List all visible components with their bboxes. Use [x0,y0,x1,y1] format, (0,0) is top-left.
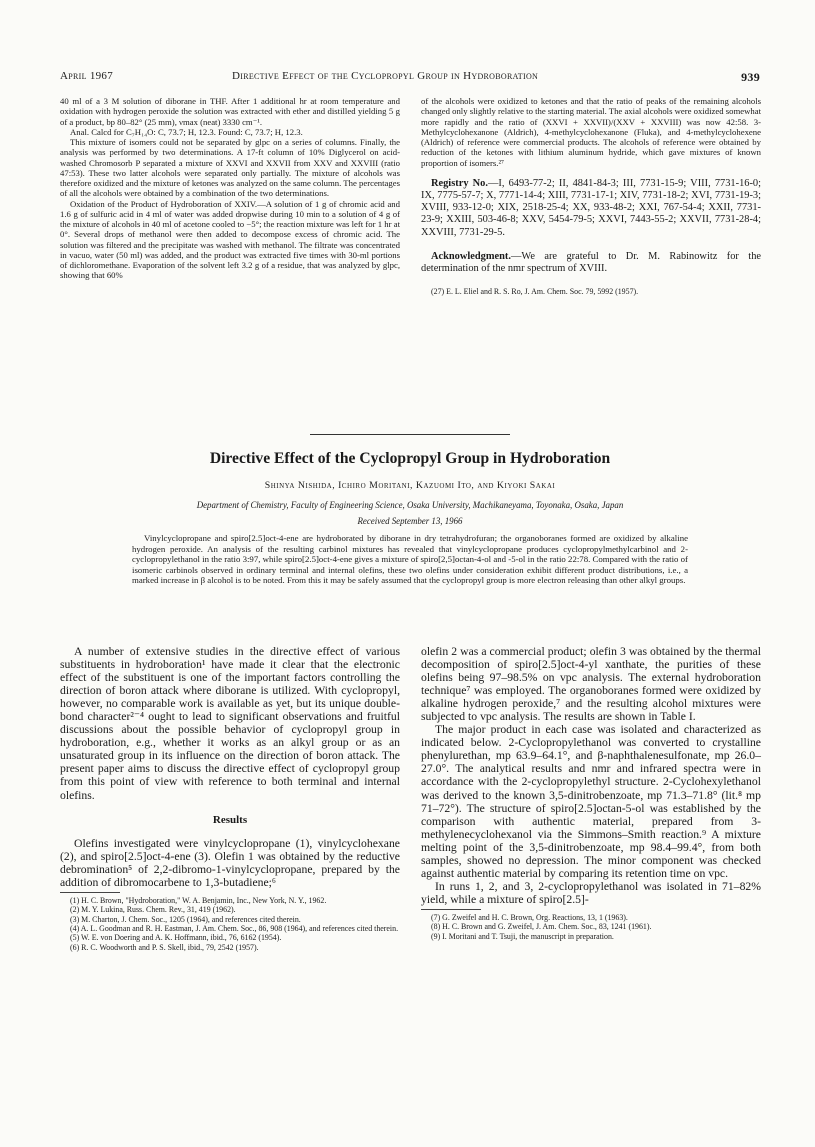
registry-text: —I, 6493-77-2; II, 4841-84-3; III, 7731-15-9; VIII, 7731-16-0; IX, 7775-57-7; X, 7771-14-4; XIII, 7731-17-1; XIV, 7731-18-2; XVI, 7731-19-3; XVIII, 933-12-0; XIX, 2518-25-4; XX, 933-48-2; XXI, 767-54-4; XXII, 7731-23-9; XXIII, 503-46-8; XXV, 5454-79-5; XXVI, 7443-55-2; XXVII, 7731-28-4; XXVIII, 7731-29-5. [421,177,761,238]
article-received-date: Received September 13, 1966 [357,516,463,526]
article-authors: Shinya Nishida, Ichiro Moritani, Kazuomi Ito, and Kiyoki Sakai [264,480,556,491]
running-header [60,70,760,86]
body-paragraph: olefin 2 was a commercial product; olefin 3 was obtained by the thermal decomposition of spiro[2.5]oct-4-yl xanthate, the purities of these olefins being 97–98.5% on vpc analysis. The external hydroboration technique⁷ was employed. The organoboranes formed were oxidized by alkaline hydrogen peroxide,⁷ and the resulting alcohol mixtures were subjected to vpc analysis. The results are shown in Table I. [421,645,761,724]
footnotes [421,913,761,941]
top-left-column [60,96,400,281]
introduction-paragraph: A number of extensive studies in the directive effect of various substituents in hydroboration¹ have made it clear that the electronic effect of the substituent is one of the important factors controlling the direction of boron attack where diborane is utilized. With cyclopropyl, however, no comparable work is available as yet, but its unique double-bond character²⁻⁴ ought to lead to significant observations and fruitful discussions about the possible behavior of cyclopropyl group in hydroboration, e.g., whether it works as an alkyl group or as an unsaturated group in its influence on the direction of boron attack. The present paper aims to discuss the directive effect of cyclopropyl group from this point of view with reference to both terminal and internal olefins. [60,645,400,802]
analysis-paragraph: Anal. Calcd for C₇H₁₄O: C, 73.7; H, 12.3. Found: C, 73.7; H, 12.3. [70,126,303,137]
experimental-paragraph: This mixture of isomers could not be separated by glpc on a series of columns. Finally, the analysis was performed by two determinations. A 17-ft column of 10% Diglycerol on acid-washed Chromosorb P separated a mixture of XXVI and XXVII from XXV and XXVIII (ratio 47:53). These two latter alcohols were separated only partially. The mixture of alcohols was therefore oxidized and the mixture of ketones was analyzed on the same column. The percentages of all the alcohols were obtained by a combination of the two determinations. [60,137,400,199]
body-right-column [421,645,761,941]
header-date: April 1967 [60,70,114,82]
footnotes [60,896,400,952]
acknowledgment-label: Acknowledgment. [431,250,511,262]
footnote: (9) I. Moritani and T. Tsuji, the manuscript in preparation. [431,931,614,941]
acknowledgment-text: —We are grateful to Dr. M. Rabinowitz for the determination of the nmr spectrum of XVIII. [421,250,761,274]
page-number: 939 [741,70,760,84]
footnote: (4) A. L. Goodman and R. H. Eastman, J. Am. Chem. Soc., 86, 908 (1964), and references cited therein. [70,924,399,934]
body-left-column [60,645,400,952]
registry-label: Registry No. [431,177,488,189]
footnote-divider [60,892,120,893]
footnote: (2) M. Y. Lukina, Russ. Chem. Rev., 31, 419 (1962). [70,905,236,915]
oxidation-paragraph: Oxidation of the Product of Hydroboration of XXIV.—A solution of 1 g of chromic acid and 1.6 g of sulfuric acid in 4 ml of water was added dropwise during 10 min to a solution of 4 g of the mixture of alcohols in 40 ml of acetone cooled to −5°; the reaction mixture was left for 1 hr at 0°. Several drops of methanol were then added to decompose excess of chromic acid. The solution was filtered and the precipitate was washed with methanol. The filtrate was concentrated in vacuo, water (50 ml) was added, and the product was extracted five times with 30-ml portions of dichloromethane. Evaporation of the solvent left 3.2 g of a residue, that was analyzed by glpc, showing that 60% [60,198,400,281]
footnote: (8) H. C. Brown and G. Zweifel, J. Am. Chem. Soc., 83, 1241 (1961). [431,922,652,932]
body-paragraph: The major product in each case was isolated and characterized as indicated below. 2-Cyclopropylethanol was converted to crystalline phenylurethan, mp 63.9–64.1°, and β-naphthalenesulfonate, mp 26.0–27.0°. The analytical results and nmr and infrared spectra were in accordance with the 2-cyclopropylethyl structure. 2-Cyclohexylethanol was derived to the known 3,5-dinitrobenzoate, mp 71.3–71.8° (lit.⁸ mp 71–72°). The structure of spiro[2.5]octan-5-ol was established by the comparison with authentic material, prepared from 3-methylenecyclohexanol via the Simmons–Smith reaction.⁹ A mixture melting point of the 3,5-dinitrobenzoate, mp 98.4–99.4°, from both samples, showed no depression. The minor component was checked against authentic material by comparing its retention time on vpc. [421,723,761,880]
header-running-title: Directive Effect of the Cyclopropyl Group in Hydroboration [232,70,539,82]
registry-numbers [421,178,761,239]
footnote: (7) G. Zweifel and H. C. Brown, Org. Reactions, 13, 1 (1963). [431,912,628,922]
body-paragraph: In runs 1, 2, and 3, 2-cyclopropylethanol was isolated in 71–82% yield, while a mixture of spiro[2.5]- [421,879,761,906]
footnote-divider [421,909,481,910]
footnote: (1) H. C. Brown, "Hydroboration," W. A. Benjamin, Inc., New York, N. Y., 1962. [70,895,327,905]
article-title: Directive Effect of the Cyclopropyl Group in Hydroboration [209,450,611,467]
experimental-paragraph: 40 ml of a 3 M solution of diborane in THF. After 1 additional hr at room temperature and oxidation with hydrogen peroxide the solution was extracted with ether and distilled yielding 5 g of a product, bp 80–82° (25 mm), νmax (neat) 3330 cm⁻¹. [60,96,400,127]
section-divider [310,434,510,435]
footnote-27: (27) E. L. Eliel and R. S. Ro, J. Am. Chem. Soc. 79, 5992 (1957). [431,287,639,297]
results-paragraph: Olefins investigated were vinylcyclopropane (1), vinylcyclohexane (2), and spiro[2.5]oct-4-ene (3). Olefin 1 was obtained by the reductive debromination⁵ of 2,2-dibromo-1-vinylcyclopropane, prepared by the addition of dibromocarbene to 1,3-butadiene;⁶ [60,836,400,889]
acknowledgment [421,251,761,275]
footnote: (6) R. C. Woodworth and P. S. Skell, ibid., 79, 2542 (1957). [70,942,259,952]
footnote: (5) W. E. von Doering and A. K. Hoffmann, ibid., 76, 6162 (1954). [70,933,282,943]
article-affiliation: Department of Chemistry, Faculty of Engineering Science, Osaka University, Machikaneyama, Toyonaka, Osaka, Japan [196,500,624,510]
top-right-column [421,96,761,297]
experimental-paragraph: of the alcohols were oxidized to ketones and that the ratio of peaks of the remaining alcohols changed only slightly relative to the starting material. The axial alcohols were oxidized somewhat more rapidly and the ratio of (XXVI + XXVII)/(XXV + XXVIII) was now 42:58. 3-Methylcyclohexanone (Aldrich), 4-methylcyclohexanone (Fluka), and 4-methylcyclohexene (Aldrich) of reference were commercial products. The alcohols of reference were obtained by reduction of the ketones with lithium aluminum hydride, which gave mixtures of known proportion of isomers.²⁷ [421,96,761,168]
footnote: (3) M. Charton, J. Chem. Soc., 1205 (1964), and references cited therein. [70,914,301,924]
results-heading: Results [212,813,248,826]
article-abstract: Vinylcyclopropane and spiro[2.5]oct-4-ene are hydroborated by diborane in dry tetrahydrofuran; the organoboranes formed are oxidized by alkaline hydrogen peroxide. An analysis of the resulting carbinol mixtures has revealed that vinylcyclopropane produces cyclopropylmethylcarbinol and 2-cyclopropylethanol in the ratio 3:97, while spiro[2.5]oct-4-ene gives a mixture of spiro[2,5]octan-4-ol and -5-ol in the ratio 22:78. Compared with the ratio of isomeric carbinols observed in ordinary terminal and internal olefins, these two olefins under consideration exhibit different product distributions, i.e., a marked increase in β alcohol is to be noted. From this it may be safely assumed that the cyclopropyl group is more electron releasing than other alkyl groups. [132,533,688,586]
